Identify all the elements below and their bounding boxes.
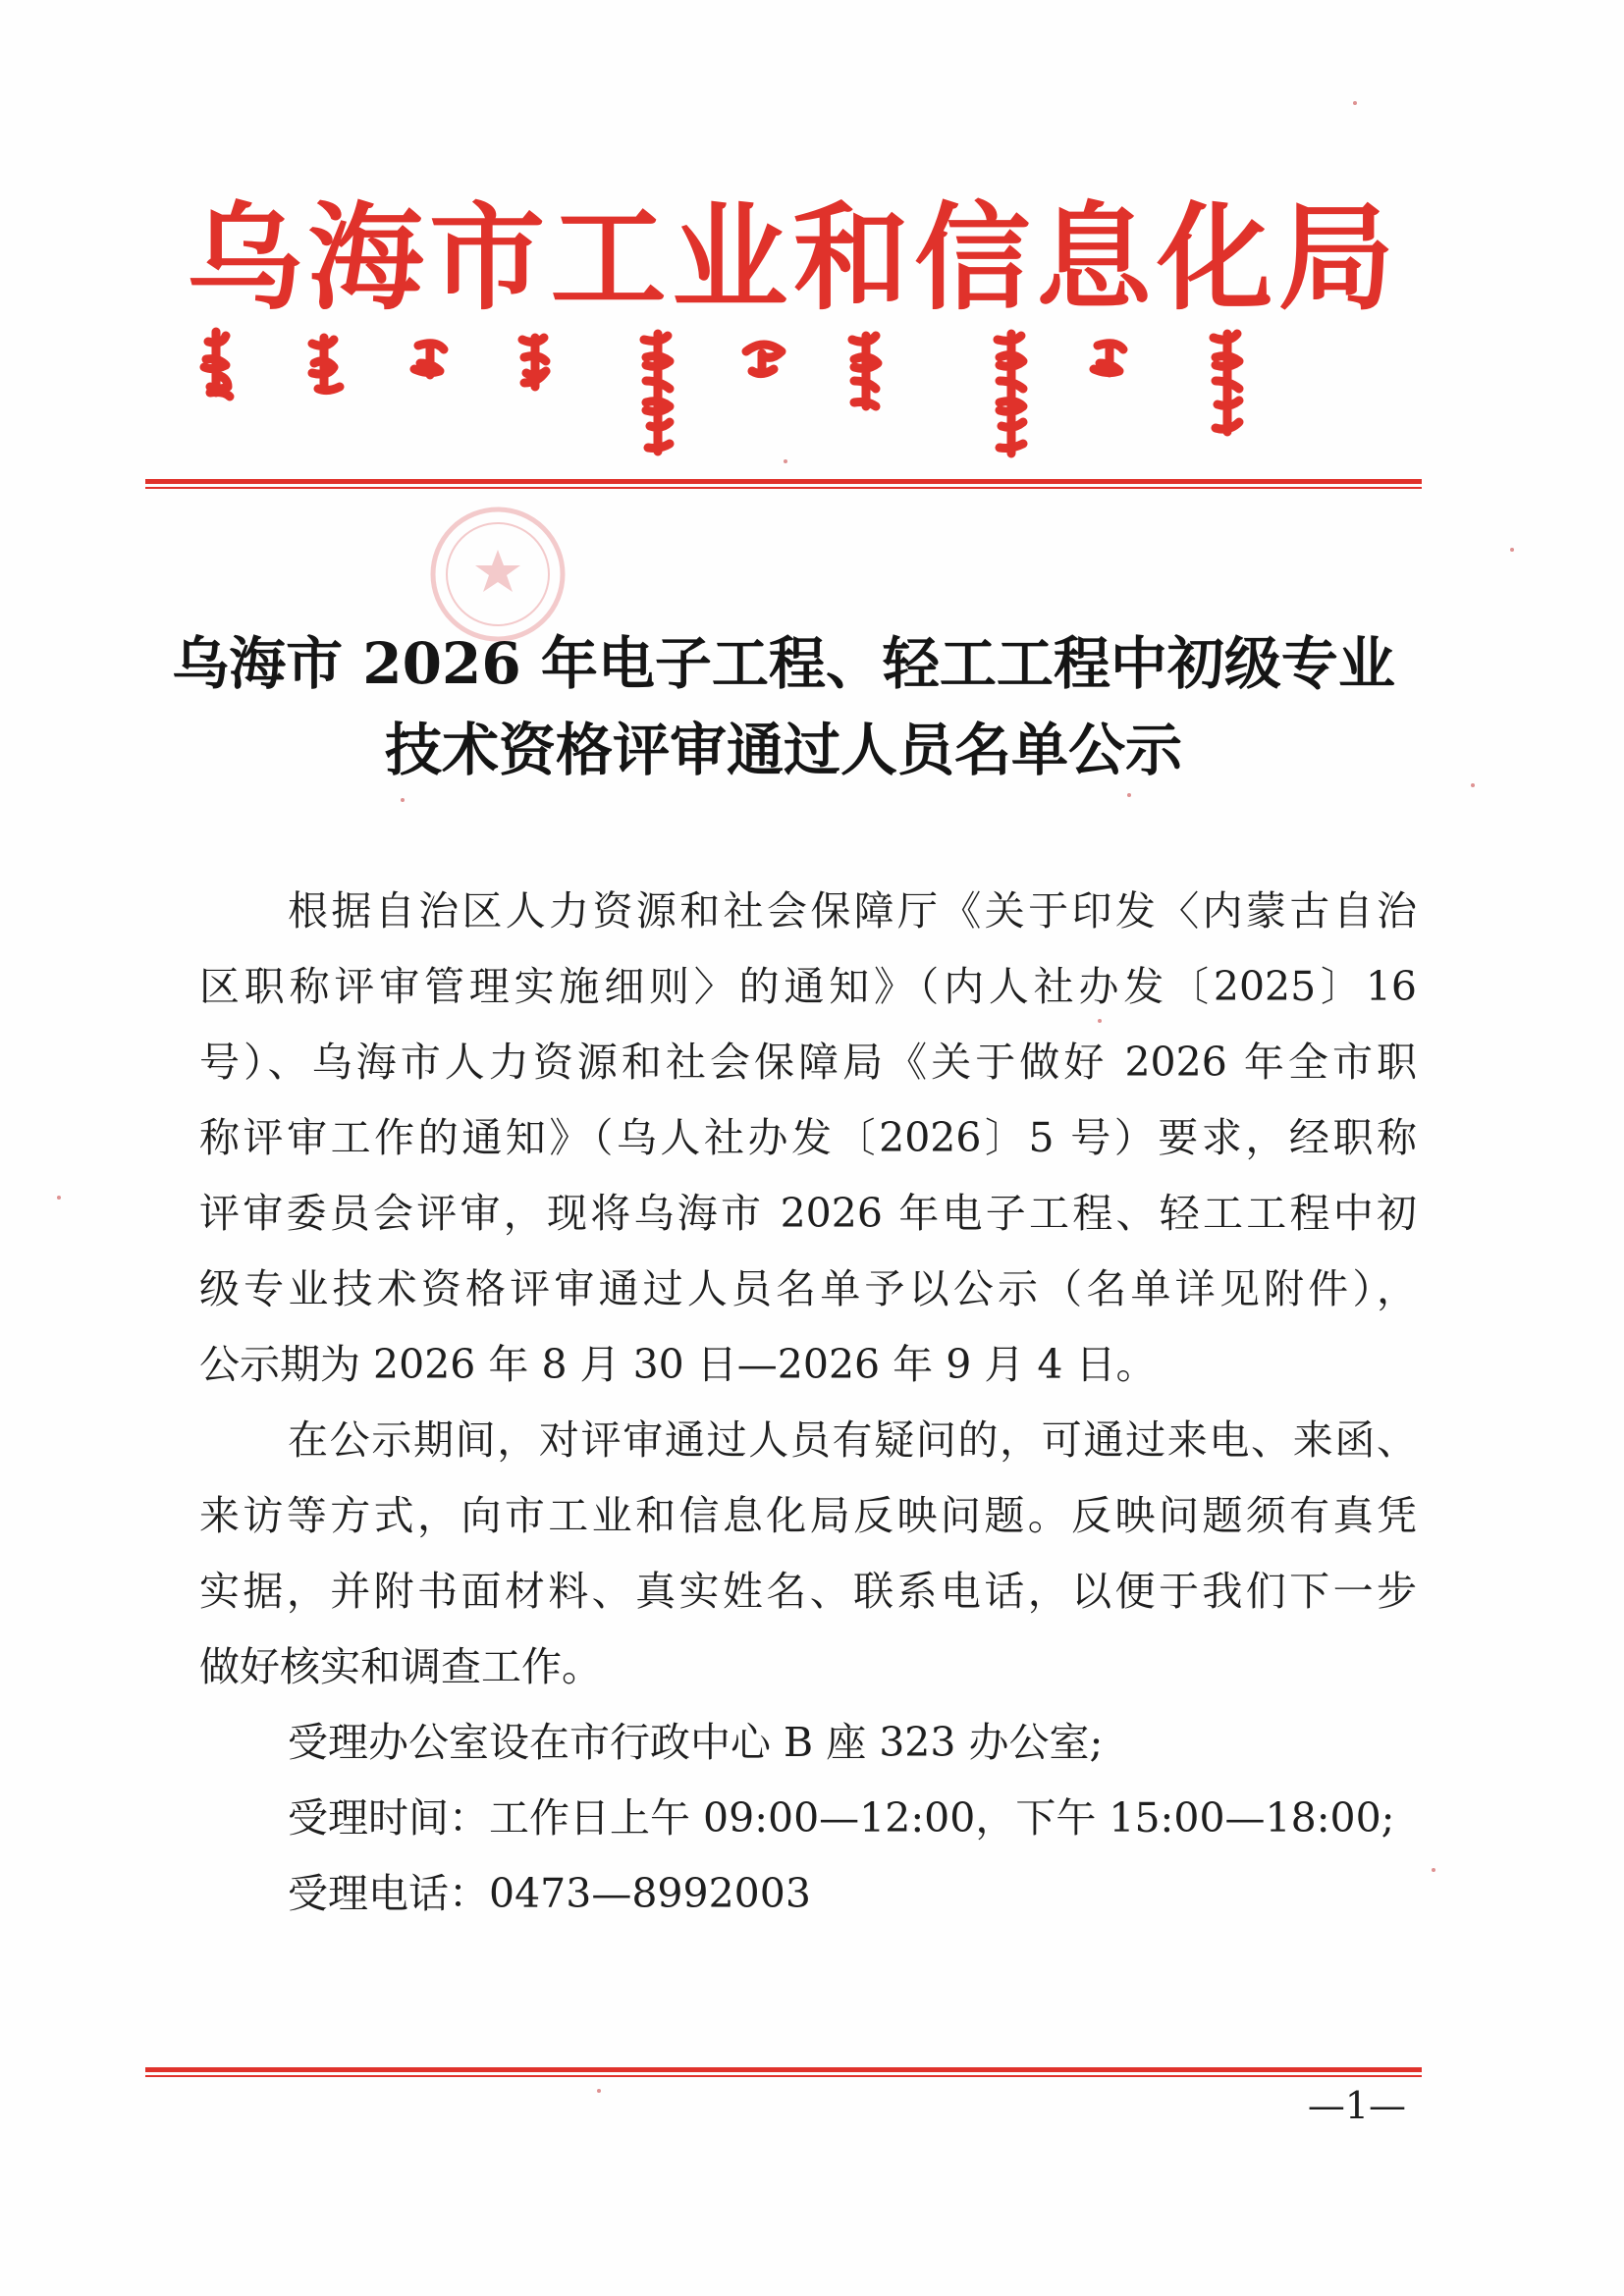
body-line: 根据自治区人力资源和社会保障厅《关于印发〈内蒙古自治 [288, 887, 1417, 934]
letterhead-char: 和 [792, 189, 909, 326]
letterhead-char: 信 [914, 189, 1031, 326]
document-body [199, 874, 1417, 1932]
body-line: 区职称评审管理实施细则〉的通知》（内人社办发〔2025〕16 [199, 963, 1417, 1010]
contact-phone: 受理电话：0473—8992003 [288, 1870, 811, 1917]
body-line: 来访等方式，向市工业和信息化局反映问题。反映问题须有真凭 [199, 1492, 1417, 1539]
office-hours: 受理时间：工作日上午 09:00—12:00，下午 15:00—18:00; [288, 1794, 1395, 1842]
body-line: 评审委员会评审，现将乌海市 2026 年电子工程、轻工工程中初 [199, 1190, 1417, 1237]
body-line: 实据，并附书面材料、真实姓名、联系电话，以便于我们下一步 [199, 1568, 1417, 1615]
document-title [145, 620, 1422, 793]
letterhead-divider [145, 479, 1422, 489]
letterhead-char: 局 [1277, 189, 1394, 326]
letterhead-char: 化 [1157, 189, 1273, 326]
letterhead-char: 市 [429, 189, 546, 326]
mongolian-script-logo [196, 324, 1404, 461]
letterhead-char: 工 [550, 189, 667, 326]
letterhead-char: 业 [672, 189, 788, 326]
letterhead-char: 乌 [187, 189, 303, 326]
body-line: 在公示期间，对评审通过人员有疑问的，可通过来电、来函、 [288, 1416, 1417, 1464]
title-line-1: 乌海市 2026 年电子工程、轻工工程中初级专业 [172, 630, 1395, 697]
body-line: 做好核实和调查工作。 [199, 1643, 602, 1690]
body-line: 级专业技术资格评审通过人员名单予以公示（名单详见附件）， [199, 1265, 1417, 1312]
title-line-2: 技术资格评审通过人员名单公示 [384, 717, 1182, 783]
letterhead-char: 息 [1035, 189, 1152, 326]
body-line: 号）、乌海市人力资源和社会保障局《关于做好 2026 年全市职 [199, 1039, 1417, 1086]
page-number: —1— [1307, 2084, 1406, 2127]
letterhead-org-name [187, 189, 1394, 326]
letterhead-char: 海 [307, 189, 424, 326]
footer-divider [145, 2067, 1422, 2077]
office-location: 受理办公室设在市行政中心 B 座 323 办公室; [288, 1719, 1104, 1766]
body-line: 公示期为 2026 年 8 月 30 日—2026 年 9 月 4 日。 [199, 1341, 1157, 1388]
body-line: 称评审工作的通知》（乌人社办发〔2026〕5 号）要求，经职称 [199, 1114, 1417, 1161]
